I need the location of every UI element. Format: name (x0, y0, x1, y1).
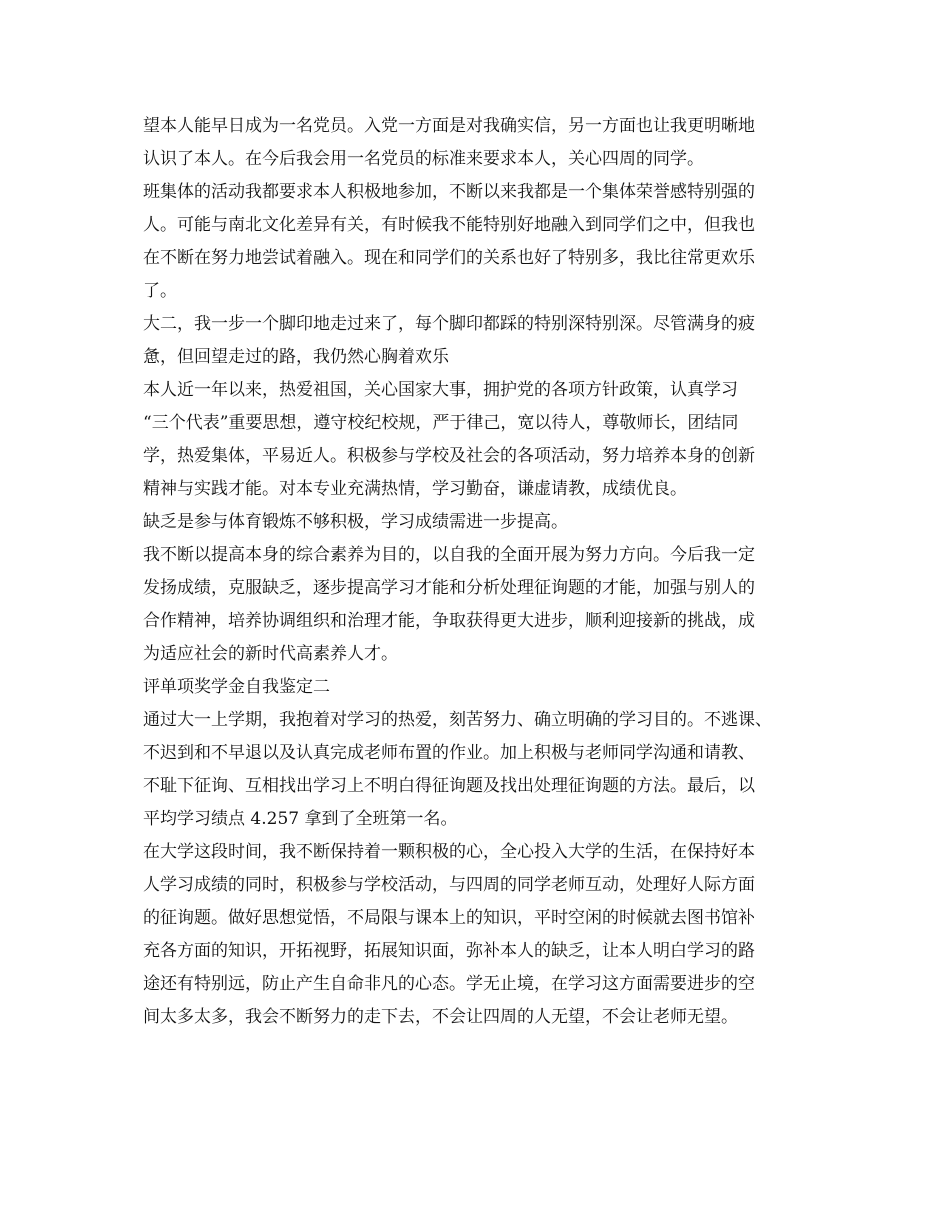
text-line: 的征询题。做好思想觉悟，不局限与课本上的知识，平时空闲的时候就去图书馆补 (143, 908, 755, 928)
text-line: 通过大一上学期，我抱着对学习的热爱，刻苦努力、确立明确的学习目的。不逃课、 (143, 710, 772, 730)
text-line: 发扬成绩，克服缺乏，逐步提高学习才能和分析处理征询题的才能，加强与别人的 (143, 578, 755, 598)
text-line: 认识了本人。在今后我会用一名党员的标准来要求本人，关心四周的同学。 (143, 149, 704, 169)
text-line: 我不断以提高本身的综合素养为目的，以自我的全面开展为努力方向。今后我一定 (143, 545, 755, 565)
text-line: 缺乏是参与体育锻炼不够积极，学习成绩需进一步提高。 (143, 512, 568, 532)
text-line: 了。 (143, 281, 177, 301)
text-line: 惫，但回望走过的路，我仍然心胸着欢乐 (143, 347, 449, 367)
text-line: 人学习成绩的同时，积极参与学校活动，与四周的同学老师互动，处理好人际方面 (143, 875, 755, 895)
text-line: 平均学习绩点 4.257 拿到了全班第一名。 (143, 809, 458, 829)
text-line: 合作精神，培养协调组织和治理才能，争取获得更大进步，顺利迎接新的挑战，成 (143, 611, 755, 631)
text-line: 为适应社会的新时代高素养人才。 (143, 644, 398, 664)
text-line: “三个代表”重要思想，遵守校纪校规，严于律己，宽以待人，尊敬师长，团结同 (143, 413, 739, 433)
text-line: 不迟到和不早退以及认真完成老师布置的作业。加上积极与老师同学沟通和请教、 (143, 743, 755, 763)
text-line: 在不断在努力地尝试着融入。现在和同学们的关系也好了特别多，我比往常更欢乐 (143, 248, 755, 268)
text-line: 精神与实践才能。对本专业充满热情，学习勤奋，谦虚请教，成绩优良。 (143, 479, 687, 499)
document-body (143, 110, 823, 1034)
text-line: 大二，我一步一个脚印地走过来了，每个脚印都踩的特别深特别深。尽管满身的疲 (143, 314, 755, 334)
text-line: 不耻下征询、互相找出学习上不明白得征询题及找出处理征询题的方法。最后，以 (143, 776, 755, 796)
text-line: 学，热爱集体，平易近人。积极参与学校及社会的各项活动，努力培养本身的创新 (143, 446, 755, 466)
text-line: 本人近一年以来，热爱祖国，关心国家大事，拥护党的各项方针政策，认真学习 (143, 380, 738, 400)
section-heading: 评单项奖学金自我鉴定二 (143, 677, 330, 697)
text-line: 在大学这段时间，我不断保持着一颗积极的心，全心投入大学的生活，在保持好本 (143, 842, 755, 862)
text-line: 间太多太多，我会不断努力的走下去，不会让四周的人无望，不会让老师无望。 (143, 1007, 738, 1027)
text-line: 望本人能早日成为一名党员。入党一方面是对我确实信，另一方面也让我更明晰地 (143, 116, 755, 136)
text-line: 人。可能与南北文化差异有关，有时候我不能特别好地融入到同学们之中，但我也 (143, 215, 755, 235)
text-line: 班集体的活动我都要求本人积极地参加，不断以来我都是一个集体荣誉感特别强的 (143, 182, 755, 202)
text-line: 充各方面的知识，开拓视野，拓展知识面，弥补本人的缺乏，让本人明白学习的路 (143, 941, 755, 961)
text-line: 途还有特别远，防止产生自命非凡的心态。学无止境，在学习这方面需要进步的空 (143, 974, 755, 994)
